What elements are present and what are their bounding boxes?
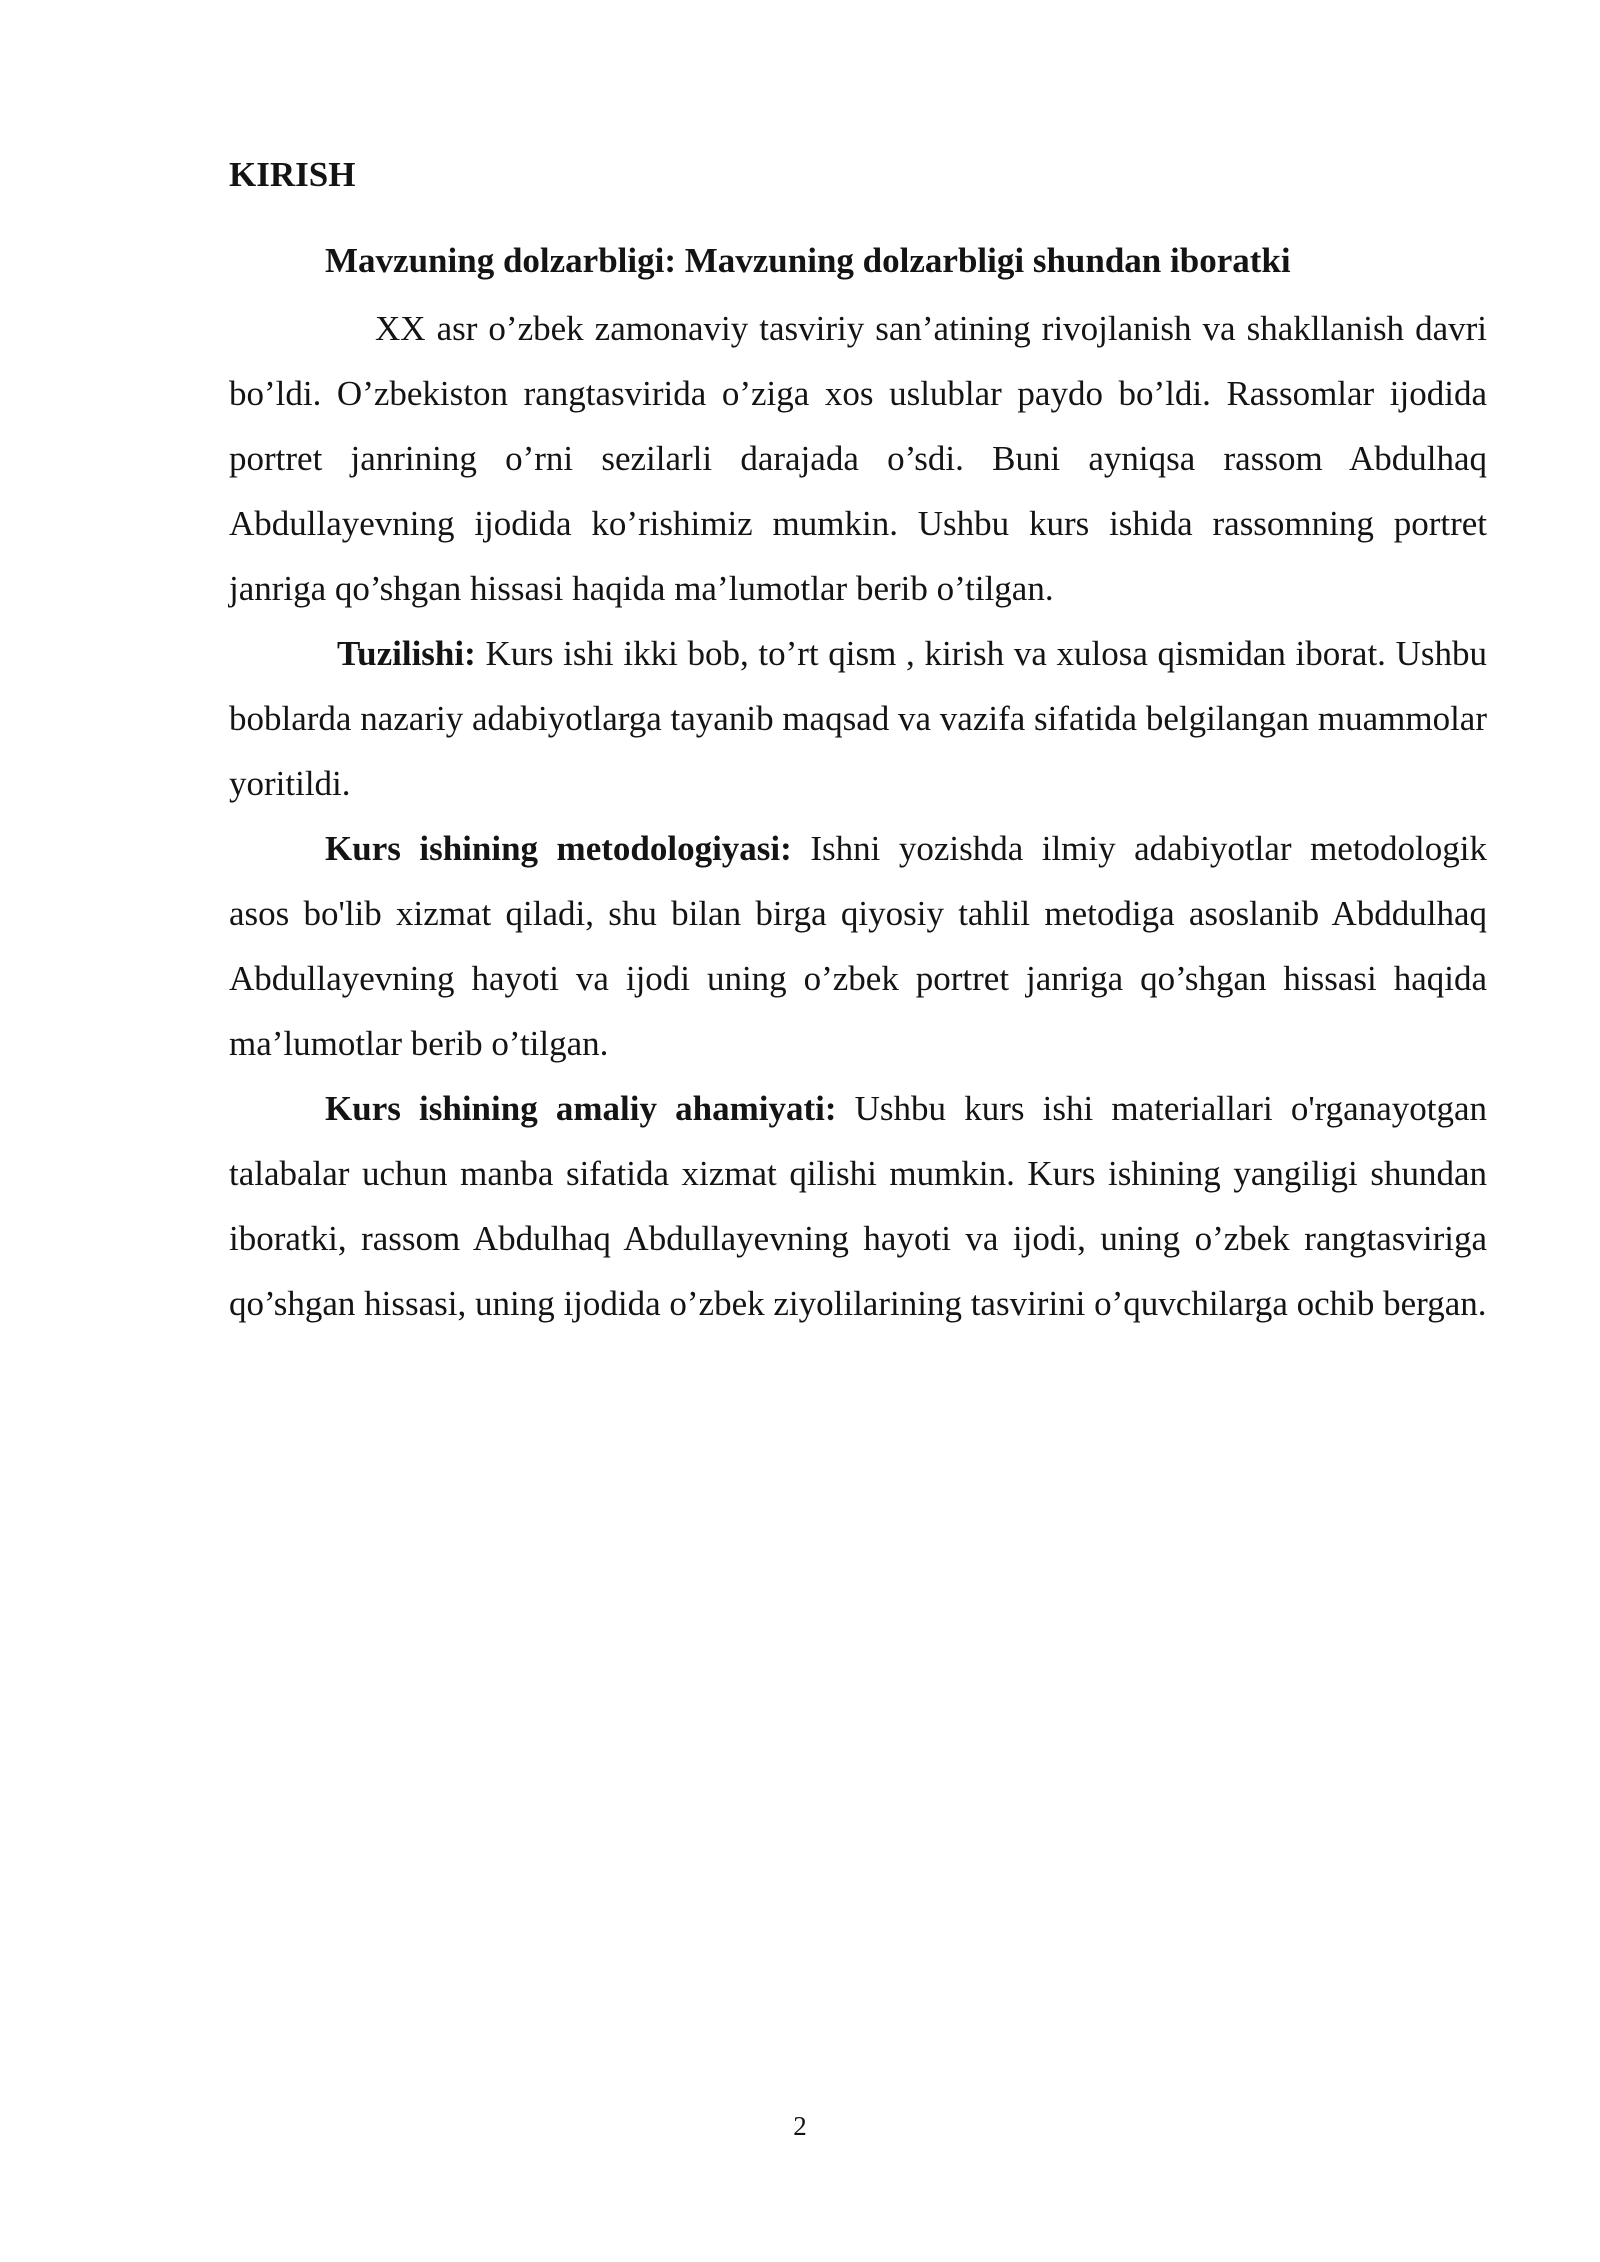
paragraph-text: XX asr o’zbek zamonaviy tasviriy san’atining rivojlanish va shakllanish davri bo’ldi. O’zbekiston rangtasvirida o’ziga xos uslublar paydo bo’ldi. Rassomlar ijodida portret janrining o’rni sezilarli darajada o’sdi. Buni ayniqsa rassom Abdulhaq Abdullayevning ijodida ko’rishimiz mumkin. Ushbu kurs ishida rassomning portret janriga qo’shgan hissasi haqida ma’lumotlar berib o’tilgan. [229,309,1487,608]
paragraph-relevance [229,296,1487,621]
paragraph-methodology [229,816,1487,1076]
paragraph-text: Ishni yozishda ilmiy adabiyotlar metodologik asos bo'lib xizmat qiladi, shu bilan birga qiyosiy tahlil metodiga asoslanib Abddulhaq Abdullayevning hayoti va ijodi uning o’zbek portret janriga qo’shgan hissasi haqida ma’lumotlar berib o’tilgan. [229,829,1487,1063]
paragraph-practical-significance [229,1076,1487,1336]
paragraph-lead: Kurs ishining amaliy ahamiyati: [325,1089,837,1128]
section-heading: KIRISH [229,155,356,194]
page-content [229,148,1487,1336]
paragraph-text: Ushbu kurs ishi materiallari o'rganayotgan talabalar uchun manba sifatida xizmat qilishi mumkin. Kurs ishining yangiligi shundan iboratki, rassom Abdulhaq Abdullayevning hayoti va ijodi, uning o’zbek rangtasviriga qo’shgan hissasi, uning ijodida o’zbek ziyolilarining tasvirini o’quvchilarga ochib bergan. [229,1089,1487,1323]
paragraph-text: Kurs ishi ikki bob, to’rt qism , kirish va xulosa qismidan iborat. Ushbu boblarda nazariy adabiyotlarga tayanib maqsad va vazifa sifatida belgilangan muammolar yoritildi. [229,634,1487,803]
page-number: 2 [793,2111,807,2141]
relevance-heading: Mavzuning dolzarbligi: Mavzuning dolzarbligi shundan iboratki [325,241,1291,280]
paragraph-structure [229,621,1487,816]
paragraph-lead: Tuzilishi: [337,634,476,673]
paragraph-lead: Kurs ishining metodologiyasi: [325,829,792,868]
